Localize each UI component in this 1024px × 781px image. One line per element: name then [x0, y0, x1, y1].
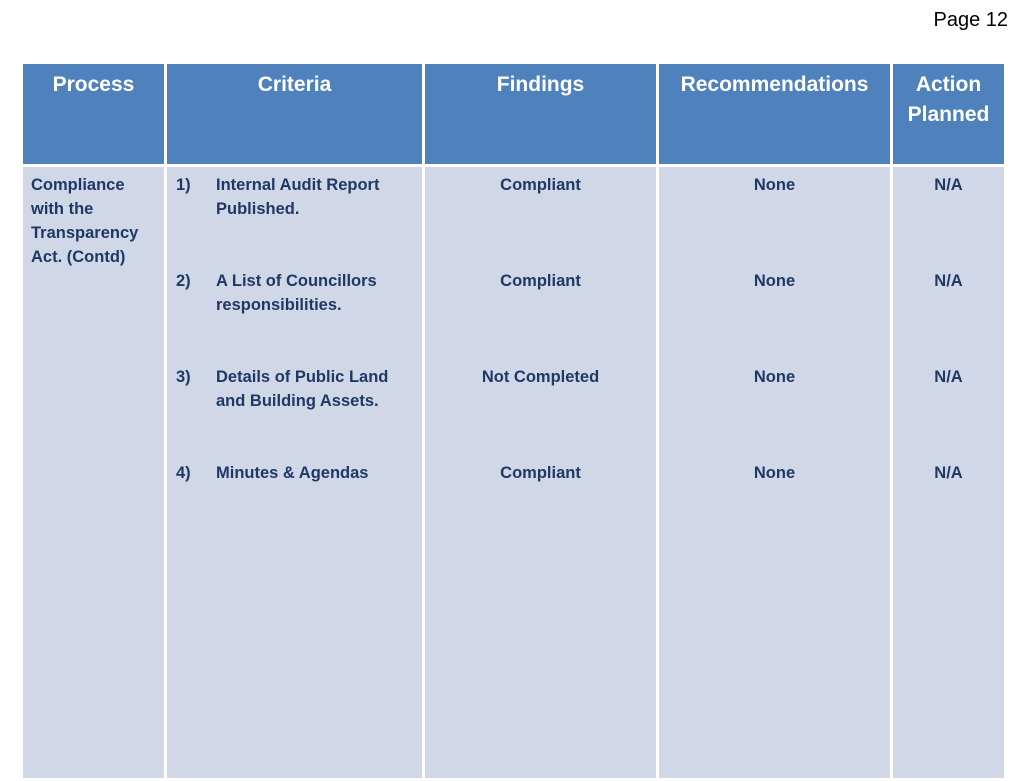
action-item: N/A — [934, 272, 963, 290]
action-item: N/A — [934, 176, 963, 194]
finding-item: Compliant — [500, 176, 581, 194]
recommendation-item: None — [753, 368, 796, 386]
header-process: Process — [22, 63, 166, 166]
finding-item: Compliant — [500, 272, 581, 290]
findings-cell — [424, 166, 658, 780]
criteria-number: 1) — [176, 176, 191, 194]
recommendations-cell — [658, 166, 892, 780]
criteria-text-line: Minutes & Agendas — [216, 464, 369, 482]
criteria-text-line: Published. — [216, 200, 300, 218]
table-row — [22, 166, 1006, 780]
criteria-number: 2) — [176, 272, 191, 290]
process-line: Transparency — [31, 224, 139, 242]
criteria-text — [216, 461, 415, 557]
criteria-text — [216, 365, 415, 461]
criteria-number: 3) — [176, 368, 191, 386]
criteria-item-2 — [168, 269, 421, 365]
header-row — [22, 63, 1006, 166]
recommendation-item: None — [753, 176, 796, 194]
action-item: N/A — [934, 368, 963, 386]
criteria-text-line: Internal Audit Report — [216, 176, 380, 194]
process-cell — [22, 166, 166, 780]
header-findings: Findings — [424, 63, 658, 166]
criteria-text-line: Details of Public Land — [216, 368, 389, 386]
header-action-line2: Planned — [907, 103, 990, 126]
action-planned-cell — [892, 166, 1006, 780]
header-criteria: Criteria — [166, 63, 424, 166]
process-line: Act. (Contd) — [31, 248, 126, 266]
page-number: Page 12 — [933, 9, 1008, 31]
criteria-item-3 — [168, 365, 421, 461]
process-line: with the — [31, 200, 94, 218]
recommendation-item: None — [753, 464, 796, 482]
audit-table — [20, 61, 1007, 781]
recommendation-item: None — [753, 272, 796, 290]
criteria-text — [216, 269, 415, 365]
header-action-planned — [892, 63, 1006, 166]
criteria-item-4 — [168, 461, 421, 557]
criteria-text-line: responsibilities. — [216, 296, 342, 314]
finding-item: Not Completed — [481, 368, 600, 386]
header-recommendations: Recommendations — [658, 63, 892, 166]
action-item: N/A — [934, 464, 963, 482]
criteria-text — [216, 173, 415, 269]
process-line: Compliance — [31, 176, 125, 194]
criteria-text-line: A List of Councillors — [216, 272, 377, 290]
header-action-line1: Action — [915, 73, 982, 96]
criteria-text-line: and Building Assets. — [216, 392, 379, 410]
criteria-cell — [166, 166, 424, 780]
finding-item: Compliant — [500, 464, 581, 482]
criteria-item-1 — [168, 173, 421, 269]
criteria-number: 4) — [176, 464, 191, 482]
